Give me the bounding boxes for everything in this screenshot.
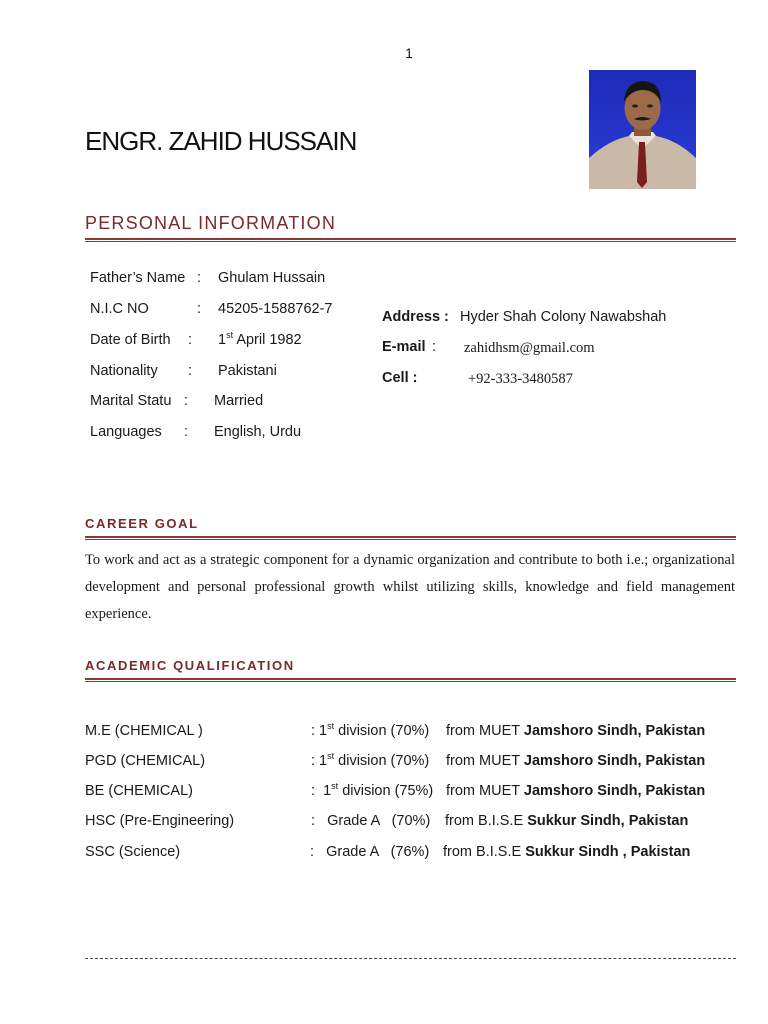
qualification-degree: BE (CHEMICAL) (85, 783, 193, 799)
colon: : (188, 332, 193, 348)
value-date-of-birth (218, 332, 302, 348)
footer-dashed-rule (85, 958, 736, 959)
value-marital-status: Married (214, 393, 264, 409)
section-title-personal-information: PERSONAL INFORMATION (85, 213, 337, 233)
division-text: division (70%) (334, 753, 430, 769)
section-divider (85, 238, 736, 242)
institute-location: Jamshoro Sindh, Pakistan (523, 783, 706, 799)
profile-photo (589, 70, 696, 189)
institute-name: from MUET (446, 723, 524, 739)
qualification-division (311, 753, 429, 769)
institute-name: from MUET (446, 753, 524, 769)
value-email[interactable]: zahidhsm@gmail.com (464, 340, 595, 356)
division-prefix: : 1 (311, 723, 328, 739)
institute-location: Sukkur Sindh , Pakistan (525, 844, 691, 860)
qualification-degree: SSC (Science) (85, 844, 181, 860)
colon: : (197, 301, 202, 317)
qualification-division (311, 723, 429, 739)
division-prefix: : Grade A (76%) (310, 844, 430, 860)
institute-location: Jamshoro Sindh, Pakistan (523, 723, 706, 739)
value-fathers-name: Ghulam Hussain (218, 270, 326, 286)
label-fathers-name: Father’s Name (90, 270, 186, 286)
value-nationality: Pakistani (218, 363, 277, 379)
career-goal-text: To work and act as a strategic component for a dynamic organization and contribute to both i.e.; organizational development and personal professional growth whilst utilizing skills, knowledge and field management experience. (85, 552, 735, 622)
candidate-name: ENGR. ZAHID HUSSAIN (85, 126, 357, 156)
label-date-of-birth: Date of Birth (90, 332, 171, 348)
dob-day: 1 (218, 332, 227, 348)
value-address: Hyder Shah Colony Nawabshah (460, 309, 667, 325)
value-nic-no: 45205-1588762-7 (218, 301, 333, 317)
qualification-institute (443, 844, 690, 860)
qualification-institute (446, 723, 705, 739)
section-title-career-goal: CAREER GOAL (85, 516, 199, 531)
label-nationality: Nationality (90, 363, 158, 379)
institute-name: from B.I.S.E (443, 844, 526, 860)
qualification-degree: M.E (CHEMICAL ) (85, 723, 203, 739)
section-title-academic-qualification: ACADEMIC QUALIFICATION (85, 658, 295, 673)
value-cell: +92-333-3480587 (468, 371, 573, 387)
label-address: Address : (382, 309, 449, 325)
institute-location: Jamshoro Sindh, Pakistan (523, 753, 706, 769)
qualification-division (311, 813, 430, 829)
value-languages: English, Urdu (214, 424, 302, 440)
division-prefix: : 1 (311, 753, 328, 769)
dob-rest: April 1982 (233, 332, 302, 348)
colon: : (432, 339, 437, 355)
qualification-institute (446, 783, 705, 799)
qualification-institute (445, 813, 688, 829)
qualification-degree: PGD (CHEMICAL) (85, 753, 206, 769)
division-suffix: st (327, 721, 335, 731)
label-languages: Languages (90, 424, 162, 440)
colon: : (184, 393, 189, 409)
division-prefix: : Grade A (70%) (311, 813, 431, 829)
colon: : (197, 270, 202, 286)
institute-location: Sukkur Sindh, Pakistan (527, 813, 689, 829)
division-prefix: : 1 (311, 783, 332, 799)
section-divider (85, 678, 736, 682)
division-suffix: st (331, 781, 339, 791)
label-nic-no: N.I.C NO (90, 301, 149, 317)
division-text: division (70%) (334, 723, 430, 739)
colon: : (184, 424, 189, 440)
qualification-division (311, 783, 433, 799)
qualification-institute (446, 753, 705, 769)
label-email: E-mail (382, 339, 426, 355)
label-marital-status: Marital Statu (90, 393, 172, 409)
dob-suffix: st (226, 330, 234, 340)
page-number: 1 (405, 45, 413, 61)
section-divider (85, 536, 736, 540)
label-cell: Cell : (382, 370, 418, 386)
division-text: division (75%) (338, 783, 434, 799)
division-suffix: st (327, 751, 335, 761)
institute-name: from B.I.S.E (445, 813, 528, 829)
institute-name: from MUET (446, 783, 524, 799)
qualification-degree: HSC (Pre-Engineering) (85, 813, 235, 829)
qualification-division (310, 844, 429, 860)
colon: : (188, 363, 193, 379)
